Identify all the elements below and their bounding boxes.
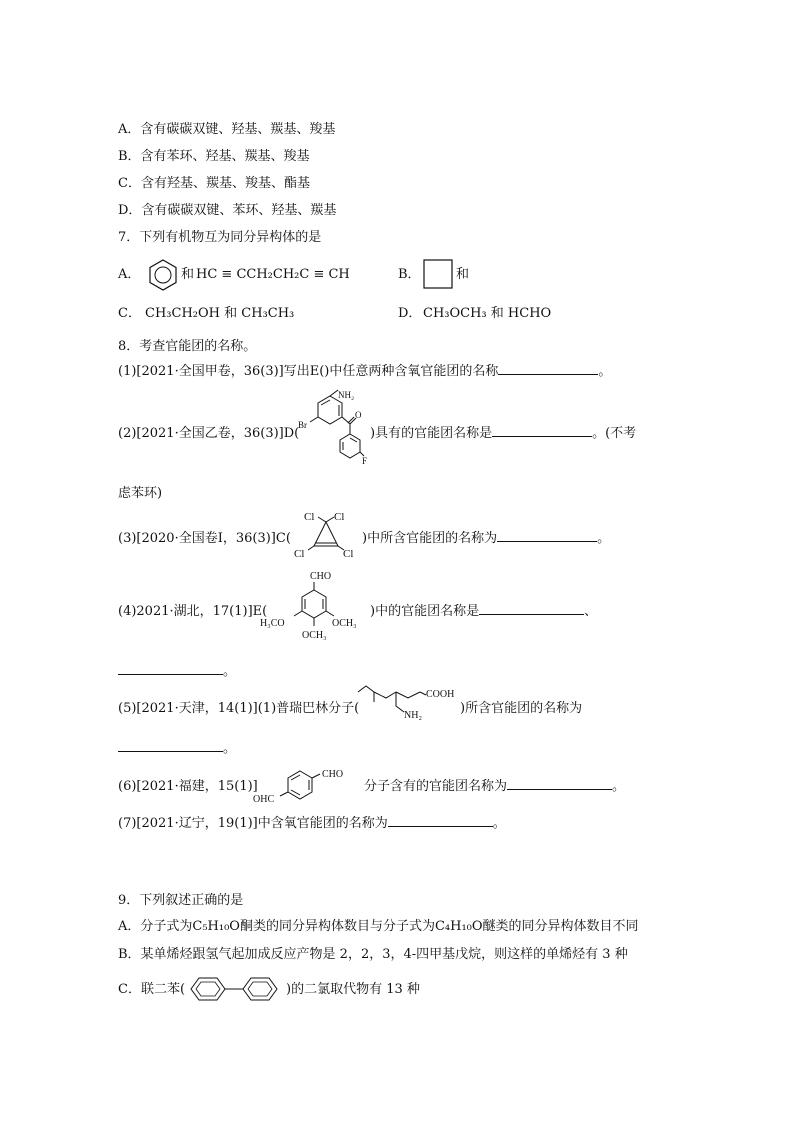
nh2-label-pregabalin: NH₂ [404,710,422,721]
compound-d-structure [288,388,370,470]
pregabalin-structure [356,684,460,726]
q8-part7-end: 。 [492,816,506,831]
q8-part7 [118,816,506,832]
nh2-label: NH₂ [338,390,355,400]
q8-part5-end: 。 [223,741,237,756]
q8-part2-pre: (2)[2021·全国乙卷，36(3)]D( [118,426,300,441]
q7-option-d-formula: CH₃OCH₃ 和 HCHO [423,306,552,321]
q8-part2-post: )具有的官能团名称是 [370,426,493,441]
q8-part4-end: 。 [223,664,237,679]
q8-part2-cont: 虑苯环) [118,486,163,501]
och3-label-bottom: OCH₃ [302,630,327,641]
answer-blank[interactable] [388,816,493,827]
q8-part6-post: 分子含有的官能团名称为 [364,779,508,794]
q9-stem: 9．下列叙述正确的是 [118,893,244,908]
h3co-label: H₃CO [260,618,285,629]
q8-part2-end: 。(不考 [592,426,637,441]
ohc-label: OHC [253,794,275,805]
q9-option-a: A．分子式为C₅H₁₀O酮类的同分异构体数目与分子式为C₄H₁₀O醚类的同分异构体数目不同 [118,919,639,934]
cyclobutane-structure [423,259,453,289]
q7-option-b-label: B． [398,267,421,282]
och3-label-right: OCH₃ [332,618,357,629]
q8-part4-sep: 、 [584,604,598,619]
q7-option-a-formula: HC ≡ CCH₂CH₂C ≡ CH [196,267,350,282]
cooh-label: COOH [426,689,455,700]
cl-label-4: Cl [343,548,354,560]
q7-option-a-label: A． [118,267,141,282]
q9-option-c-pre: C．联二苯( [118,982,186,997]
answer-blank[interactable] [479,604,584,615]
cl-label-1: Cl [304,511,315,523]
answer-blank[interactable] [507,779,612,790]
q8-part1 [118,364,611,380]
q8-part1-end: 。 [598,364,612,379]
q6-option-a: A．含有碳碳双键、羟基、羰基、羧基 [118,122,336,137]
q8-part4-rest [370,604,597,620]
compound-c-structure [290,508,362,560]
q8-part2-rest [370,426,636,442]
compound-e-structure [258,568,370,642]
q6-option-b: B．含有苯环、羟基、羰基、羧基 [118,149,310,164]
q9-option-c-post: )的二氯取代物有 13 种 [286,982,420,997]
biphenyl-structure [188,976,286,1002]
q7-stem: 7．下列有机物互为同分异构体的是 [118,230,322,245]
q8-part3-rest [362,531,610,547]
answer-blank[interactable] [118,664,223,675]
terephthalaldehyde-structure [252,766,364,806]
cl-label-2: Cl [334,511,345,523]
q8-part3-post: )中所含官能团的名称为 [362,531,498,546]
q8-part7-text: (7)[2021·辽宁，19(1)]中含氧官能团的名称为 [118,816,388,831]
f-label: F [362,456,368,466]
q9-option-b: B．某单烯烃跟氢气起加成反应产物是 2，2，3，4-四甲基戊烷，则这样的单烯烃有 3 种 [118,947,628,962]
q8-part3-end: 。 [597,531,611,546]
o-label: O [355,410,362,420]
q8-part4-line2 [118,664,236,680]
q7-option-b-and: 和 [456,267,470,282]
q6-option-c: C．含有羟基、羰基、羧基、酯基 [118,176,310,191]
q7-option-c-formula: CH₃CH₂OH 和 CH₃CH₃ [145,306,295,321]
q7-option-a-and: 和 [181,267,195,282]
br-label: Br [298,420,307,430]
cho-label: CHO [310,571,332,582]
q8-part3-pre: (3)[2020·全国卷Ⅰ，36(3)]C( [118,531,291,546]
answer-blank[interactable] [118,741,223,752]
q8-part5-pre: (5)[2021·天津，14(1)](1)普瑞巴林分子( [118,701,360,716]
q8-part1-text: (1)[2021·全国甲卷，36(3)]写出E()中任意两种含氧官能团的名称 [118,364,499,379]
q8-part5-post: )所含官能团的名称为 [460,701,583,716]
q7-option-c-label: C． [118,306,141,321]
q8-part5-line2 [118,741,236,757]
q8-part6-end: 。 [612,779,626,794]
q8-part6-pre: (6)[2021·福建，15(1)] [118,779,258,794]
answer-blank[interactable] [497,531,597,542]
q8-stem: 8．考查官能团的名称。 [118,339,257,354]
answer-blank[interactable] [498,364,598,375]
answer-blank[interactable] [492,426,592,437]
q8-part4-post: )中的官能团名称是 [370,604,480,619]
q8-part4-pre: (4)2021·湖北，17(1)]E( [118,604,268,619]
cho-label-right: CHO [322,769,344,780]
q8-part6-rest [364,779,625,795]
q7-option-d-label: D． [398,306,422,321]
q6-option-d: D．含有碳碳双键、苯环、羟基、羰基 [118,203,337,218]
cl-label-3: Cl [294,548,305,560]
benzene-structure [146,258,180,292]
